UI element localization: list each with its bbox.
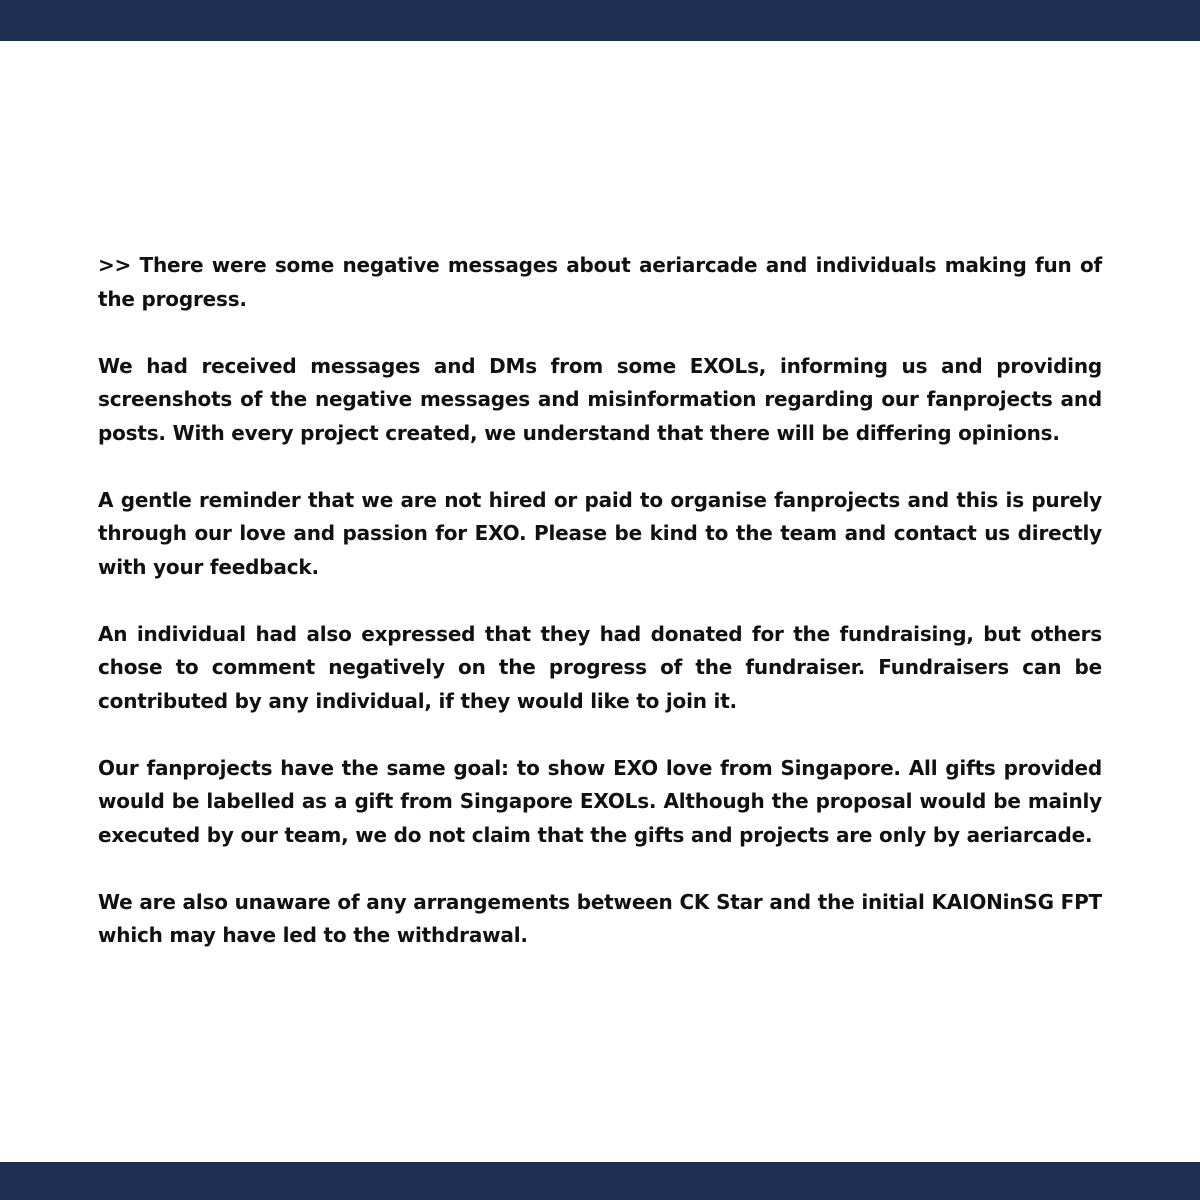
top-banner-bar	[0, 0, 1200, 41]
bottom-banner-bar	[0, 1162, 1200, 1200]
paragraph-arrangements: We are also unaware of any arrangements between CK Star and the initial KAIONinSG FPT which may have led to the withdrawal.	[98, 889, 1102, 947]
paragraph-gentle-reminder: A gentle reminder that we are not hired or paid to organise fanprojects and this is purely through our love and passion for EXO. Please be kind to the team and contact us directly with your feedback.	[98, 487, 1102, 579]
paragraph-same-goal: Our fanprojects have the same goal: to show EXO love from Singapore. All gifts provided would be labelled as a gift from Singapore EXOLs. Although the proposal would be mainly executed by our team, we do not claim that the gifts and projects are only by aeriarcade.	[98, 755, 1102, 847]
paragraph-received-messages: We had received messages and DMs from some EXOLs, informing us and providing screenshots of the negative messages and misinformation regarding our fanprojects and posts. With every project created, we understand that there will be differing opinions.	[98, 353, 1102, 445]
statement-body	[98, 249, 1102, 953]
paragraph-negative-messages: >> There were some negative messages about aeriarcade and individuals making fun of the progress.	[98, 253, 1102, 311]
paragraph-fundraising: An individual had also expressed that they had donated for the fundraising, but others chose to comment negatively on the progress of the fundraiser. Fundraisers can be contributed by any individual, if they would like to join it.	[98, 621, 1102, 713]
